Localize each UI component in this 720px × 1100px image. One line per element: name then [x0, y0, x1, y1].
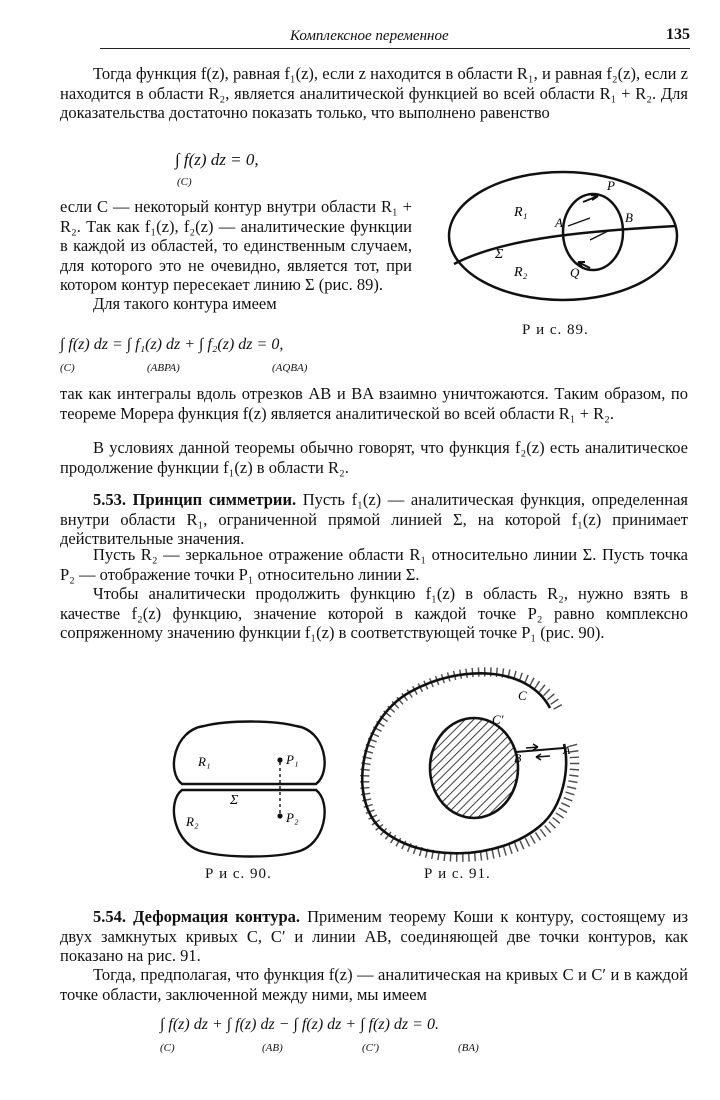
- header-title: Комплексное переменное: [290, 28, 449, 44]
- paragraph-4: так как интегралы вдоль отрезков AB и BA взаимно уничтожаются. Таким образом, по теореме Морера функция f(z) является аналитической во всей области R₁ + R₂.: [60, 384, 688, 423]
- fig91-label-c-prime: C′: [492, 712, 504, 727]
- figure-90-caption: Р и с. 90.: [205, 866, 272, 882]
- section-5-53: [60, 490, 688, 549]
- fig90-label-r2: R₂: [186, 814, 199, 829]
- fig91-label-b: B: [514, 751, 522, 765]
- equation-3-contour-ba: (BA): [458, 1042, 479, 1054]
- figure-90: [170, 722, 330, 862]
- figure-89: [440, 170, 690, 320]
- fig89-label-q: Q: [570, 265, 580, 280]
- equation-3-contour-c: (C): [160, 1042, 175, 1054]
- section-5-54-heading: 5.54. Деформация контура.: [93, 907, 300, 926]
- figure-89-caption: Р и с. 89.: [522, 322, 589, 338]
- equation-3-contour-ab: (AB): [262, 1042, 283, 1054]
- paragraph-5: В условиях данной теоремы обычно говорят, что функция f₂(z) есть аналитическое продолжение функции f₁(z) в области R₂.: [60, 438, 688, 477]
- fig89-label-p: P: [607, 178, 615, 193]
- paragraph-3: Для такого контура имеем: [93, 294, 277, 313]
- fig90-label-p2: P₂: [286, 810, 299, 825]
- page-number: 135: [666, 26, 690, 43]
- equation-2-contour-abpa: (ABPA): [147, 362, 180, 374]
- fig91-label-a: A: [563, 743, 571, 757]
- equation-2-contour-c: (C): [60, 362, 75, 374]
- fig89-label-r1: R₁: [514, 205, 528, 220]
- paragraph-7: Пусть R₂ — зеркальное отражение области R₁ относительно линии Σ. Пусть точка P₂ — отображение точки P₁ относительно линии Σ.: [60, 545, 688, 584]
- section-5-54-text: Применим теорему Коши к контуру, состоящему из двух замкнутых кривых C, C′ и линии AB, соединяющей две точки контуров, как показано на рис. 91.: [60, 907, 688, 965]
- equation-1-contour: (C): [177, 176, 192, 188]
- paragraph-1: Тогда функция f(z), равная f₁(z), если z находится в области R₁, и равная f₂(z), если z находится в области R₂, является аналитической функцией во всей области R₁ + R₂. Для доказательства достаточно показать только, что выполнено равенство: [60, 64, 688, 122]
- equation-3-contour-c-prime: (C′): [362, 1042, 380, 1054]
- equation-2-contour-aqba: (AQBA): [272, 362, 308, 374]
- figure-91: [350, 656, 580, 866]
- fig89-label-b: B: [625, 210, 633, 225]
- equation-2: ∫ f(z) dz = ∫ f₁(z) dz + ∫ f₂(z) dz = 0,: [60, 336, 284, 353]
- section-5-53-text: Пусть f₁(z) — аналитическая функция, определенная внутри области R₁, ограниченной прямой линией Σ, на которой f₁(z) принимает действительные значения.: [60, 490, 688, 548]
- fig90-label-sigma: Σ: [230, 793, 239, 808]
- paragraph-10: Тогда, предполагая, что функция f(z) — аналитическая на кривых C и C′ и в каждой точке области, заключенной между ними, мы имеем: [60, 965, 688, 1004]
- section-5-54: [60, 907, 688, 966]
- fig91-label-c: C: [518, 688, 527, 703]
- figure-91-caption: Р и с. 91.: [424, 866, 491, 882]
- fig89-label-a: A: [555, 215, 563, 230]
- paragraph-2: если C — некоторый контур внутри области R₁ + R₂. Так как f₁(z), f₂(z) — аналитические функции в каждой из областей, то единственным случаем, для которого это не очевидно, является тот, при котором контур пересекает линию Σ (рис. 89).: [60, 197, 412, 294]
- section-5-53-heading: 5.53. Принцип симметрии.: [93, 490, 297, 509]
- equation-3: ∫ f(z) dz + ∫ f(z) dz − ∫ f(z) dz + ∫ f(z) dz = 0.: [160, 1016, 439, 1033]
- fig89-label-sigma: Σ: [495, 247, 504, 262]
- equation-1: ∫ f(z) dz = 0,: [175, 150, 259, 169]
- fig89-label-r2: R₂: [514, 265, 528, 280]
- fig90-label-r1: R₁: [198, 754, 211, 769]
- fig90-label-p1: P₁: [286, 752, 299, 767]
- running-header: [100, 26, 690, 49]
- paragraph-8: Чтобы аналитически продолжить функцию f₁(z) в область R₂, нужно взять в качестве f₂(z) функцию, значение которой в каждой точке P₂ равно комплексно сопряженному значению функции f₁(z) в соответствующей точке P₁ (рис. 90).: [60, 584, 688, 642]
